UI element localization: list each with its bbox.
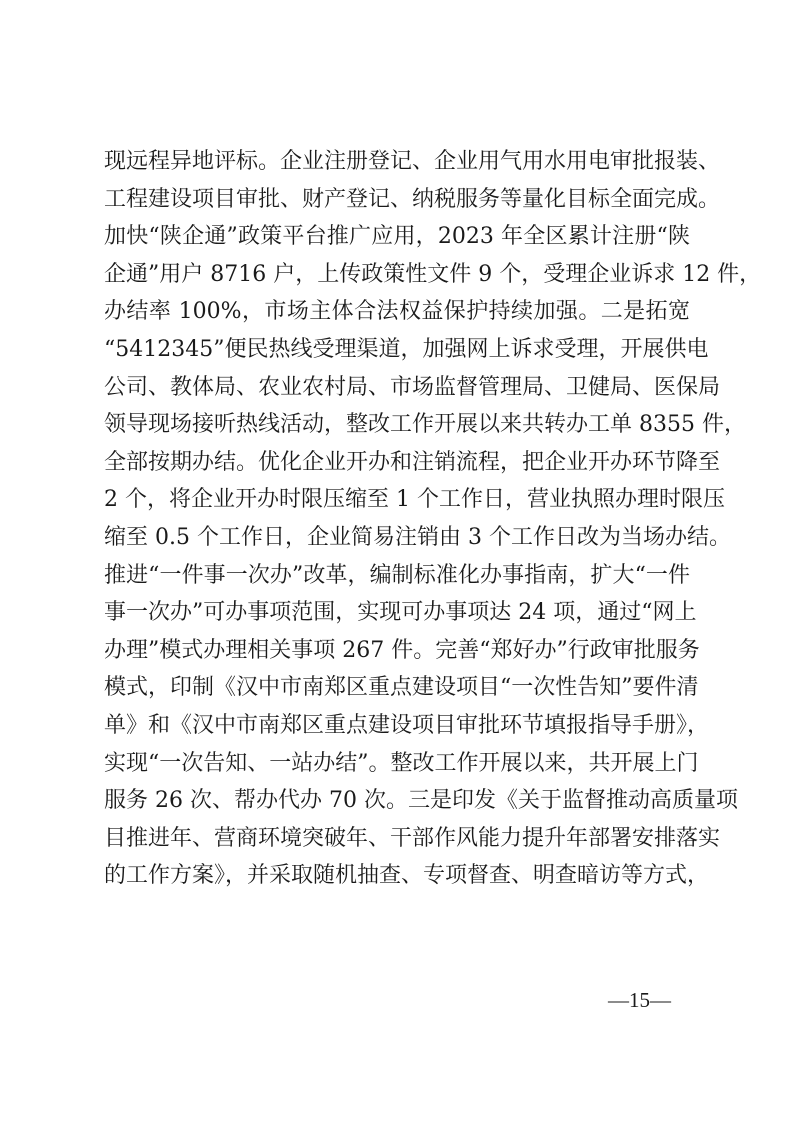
text-line: 实现“一次告知、一站办结”。整改工作开展以来，共开展上门 bbox=[104, 750, 699, 776]
text-line: 现远程异地评标。企业注册登记、企业用气用水用电审批报装、 bbox=[104, 149, 721, 174]
text-line: 办结率 100%，市场主体合法权益保护持续加强。二是拓宽 bbox=[104, 299, 690, 325]
text-line: 单》和《汉中市南郑区重点建设项目审批环节填报指导手册》， bbox=[104, 712, 710, 738]
text-line: 全部按期办结。优化企业开办和注销流程，把企业开办环节降至 bbox=[104, 449, 721, 475]
text-line: 缩至 0.5 个工作日，企业简易注销由 3 个工作日改为当场办结。 bbox=[104, 524, 731, 550]
text-line: 目推进年、营商环境突破年、干部作风能力提升年部署安排落实 bbox=[104, 825, 721, 851]
text-line: 2 个，将企业开办时限压缩至 1 个工作日，营业执照办理时限压 bbox=[104, 487, 725, 513]
text-line: 的工作方案》，并采取随机抽查、专项督查、明查暗访等方式， bbox=[104, 863, 710, 889]
text-line: 加快“陕企通”政策平台推广应用，2023 年全区累计注册“陕 bbox=[104, 224, 690, 250]
text-line: 事一次办”可办事项范围，实现可办事项达 24 项，通过“网上 bbox=[104, 600, 697, 626]
text-line: 企通”用户 8716 户，上传政策性文件 9 个，受理企业诉求 12 件， bbox=[104, 261, 762, 287]
text-line: 服务 26 次、帮办代办 70 次。三是印发《关于监督推动高质量项 bbox=[104, 788, 738, 814]
text-line: 领导现场接听热线活动，整改工作开展以来共转办工单 8355 件， bbox=[104, 412, 746, 438]
text-line: 推进“一件事一次办”改革，编制标准化办事指南，扩大“一件 bbox=[104, 562, 690, 588]
text-line: 工程建设项目审批、财产登记、纳税服务等量化目标全面完成。 bbox=[104, 186, 721, 212]
body-text bbox=[104, 143, 762, 895]
text-line: 办理”模式办理相关事项 267 件。完善“郑好办”行政审批服务 bbox=[104, 637, 700, 663]
page-number: —15— bbox=[608, 988, 671, 1012]
text-line: “5412345”便民热线受理渠道，加强网上诉求受理，开展供电 bbox=[104, 336, 709, 362]
text-line: 公司、教体局、农业农村局、市场监督管理局、卫健局、医保局 bbox=[104, 374, 721, 400]
text-line: 模式，印制《汉中市南郑区重点建设项目“一次性告知”要件清 bbox=[104, 675, 699, 701]
